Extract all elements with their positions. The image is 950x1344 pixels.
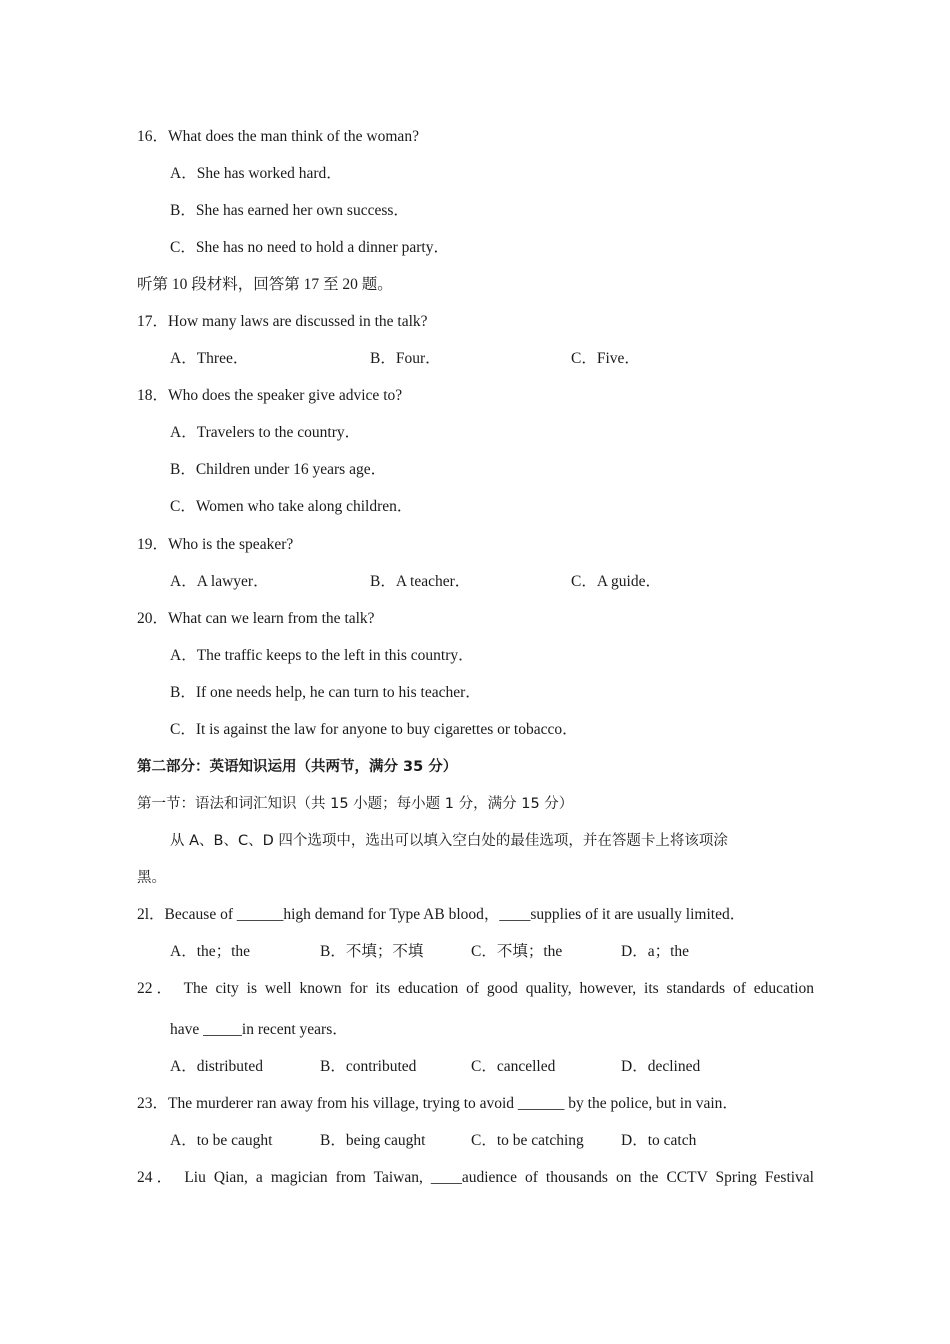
section-1-instruction-line-1: 从 A、B、C、D 四个选项中，选出可以填入空白处的最佳选项，并在答题卡上将该项涂 (170, 833, 728, 849)
question-19-option-c: C．A guide． (571, 573, 661, 590)
question-22-option-a: A．distributed (170, 1058, 263, 1075)
question-18-option-b: B．Children under 16 years age． (170, 461, 387, 478)
section-1-heading: 第一节：语法和词汇知识（共 15 小题；每小题 1 分，满分 15 分） (137, 796, 574, 812)
question-19-stem: 19．Who is the speaker? (137, 536, 294, 553)
question-22-stem-line-1: 22． The city is well known for its education of good quality, however, its standards of education (137, 980, 814, 997)
question-22-stem-line-2: have _____in recent years． (170, 1021, 348, 1038)
question-16-option-c: C．She has no need to hold a dinner party． (170, 239, 449, 256)
question-16-option-a: A．She has worked hard． (170, 165, 342, 182)
question-21-stem: 2l．Because of ______high demand for Type AB blood，____supplies of it are usually limited． (137, 906, 746, 923)
section-1-instruction-line-2: 黑。 (137, 870, 166, 886)
question-22-option-b: B．contributed (320, 1058, 417, 1075)
question-21-option-c: C．不填；the (471, 943, 563, 960)
part-2-heading: 第二部分：英语知识运用（共两节，满分 35 分） (137, 759, 458, 775)
question-20-option-b: B．If one needs help, he can turn to his teacher． (170, 684, 481, 701)
question-20-option-a: A．The traffic keeps to the left in this country． (170, 647, 474, 664)
question-21-option-b: B．不填；不填 (320, 943, 424, 960)
listening-section-10-instruction: 听第 10 段材料，回答第 17 至 20 题。 (137, 276, 393, 293)
question-23-option-a: A．to be caught (170, 1132, 273, 1149)
question-21-option-d: D．a；the (621, 943, 690, 960)
question-23-option-d: D．to catch (621, 1132, 697, 1149)
question-23-option-c: C．to be catching (471, 1132, 584, 1149)
question-17-option-c: C．Five． (571, 350, 640, 367)
question-18-option-c: C．Women who take along children． (170, 498, 413, 515)
question-19-option-a: A．A lawyer． (170, 573, 269, 590)
question-22-option-c: C．cancelled (471, 1058, 556, 1075)
question-18-stem: 18．Who does the speaker give advice to? (137, 387, 403, 404)
question-23-option-b: B．being caught (320, 1132, 426, 1149)
question-17-option-b: B．Four． (370, 350, 441, 367)
question-21-option-a: A．the；the (170, 943, 251, 960)
question-23-stem: 23．The murderer ran away from his village, trying to avoid ______ by the police, but in vain． (137, 1095, 738, 1112)
question-16-stem: 16．What does the man think of the woman? (137, 128, 419, 145)
question-18-option-a: A．Travelers to the country． (170, 424, 361, 441)
question-22-option-d: D．declined (621, 1058, 701, 1075)
question-17-option-a: A．Three． (170, 350, 249, 367)
question-20-stem: 20．What can we learn from the talk? (137, 610, 375, 627)
question-16-option-b: B．She has earned her own success． (170, 202, 409, 219)
question-19-option-b: B．A teacher． (370, 573, 471, 590)
question-24-stem-line-1: 24． Liu Qian, a magician from Taiwan, ____audience of thousands on the CCTV Spring Festival (137, 1169, 814, 1186)
question-17-stem: 17．How many laws are discussed in the talk? (137, 313, 428, 330)
question-20-option-c: C．It is against the law for anyone to buy cigarettes or tobacco． (170, 721, 578, 738)
